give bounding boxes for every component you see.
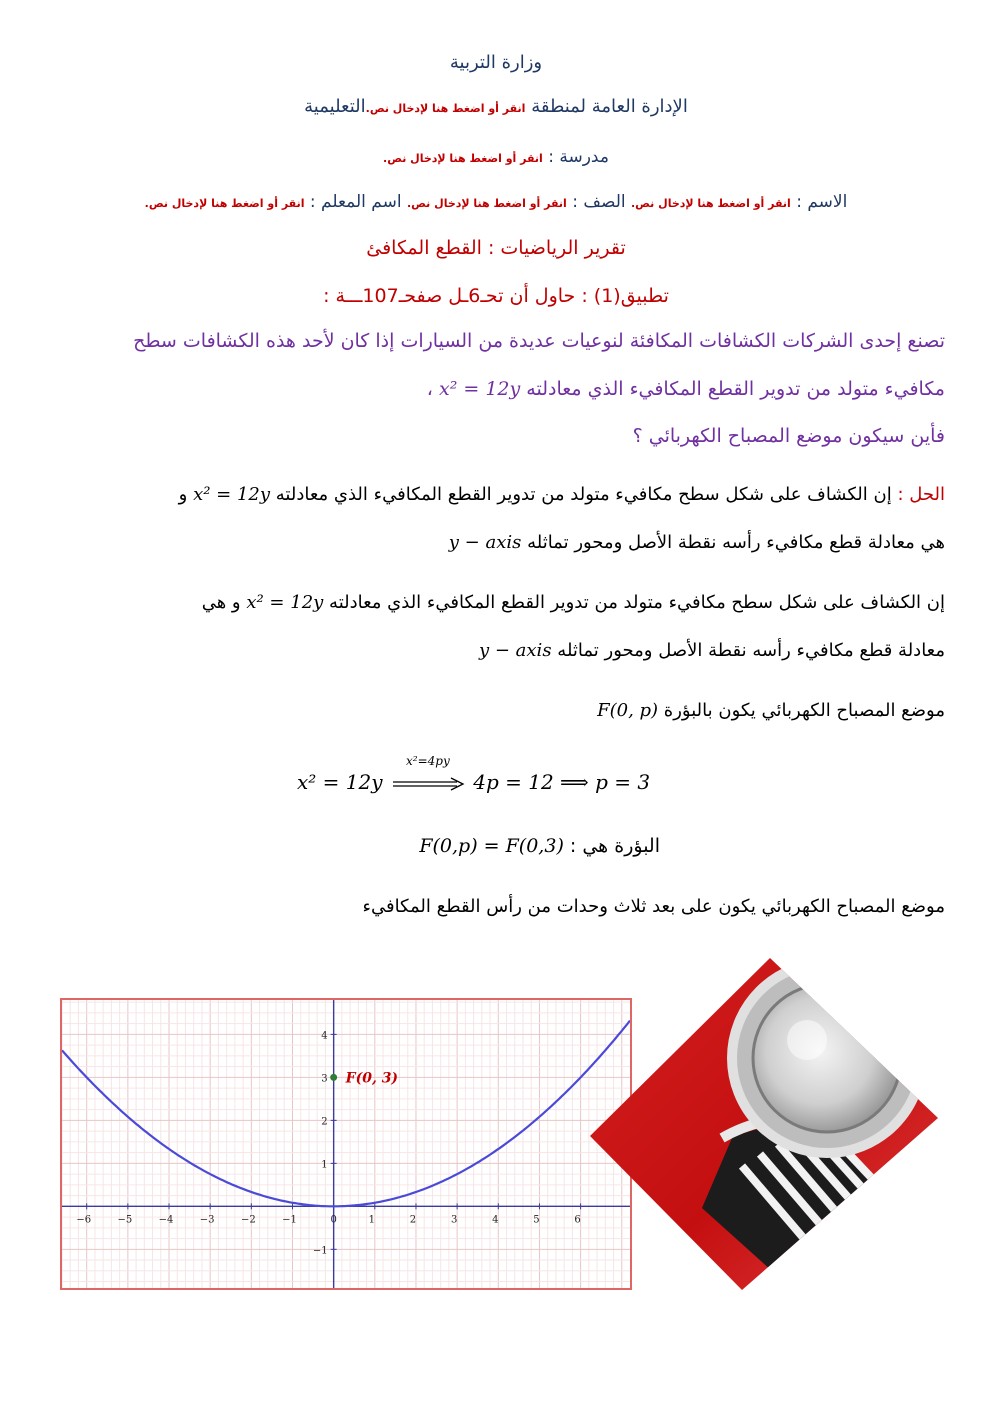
x-tick-label: −3 [199, 1214, 215, 1226]
eq-right: 4p = 12 ⟹ p = 3 [473, 770, 651, 794]
x-tick-label: −1 [282, 1214, 297, 1226]
solution-p2-equation: x² = 12y [246, 592, 324, 613]
directorate-prefix: الإدارة العامة لمنطقة [531, 96, 688, 117]
application-title: تطبيق(1) : حاول أن تحـ6ـل صفحـ107ـــة : [323, 285, 669, 307]
y-tick-label: 3 [321, 1073, 328, 1085]
conclusion-line: موضع المصباح الكهربائي يكون على بعد ثلاث وحدات من رأس القطع المكافيء [362, 896, 945, 917]
eq-arrow-label: x²=4py [406, 754, 450, 768]
solution-p2-line2 [95, 640, 945, 661]
car-headlight-photo [582, 948, 947, 1298]
derivation-equation [297, 754, 697, 794]
x-tick-label: −6 [76, 1214, 92, 1226]
x-tick-label: 5 [533, 1214, 540, 1226]
y-tick-label: 4 [321, 1030, 328, 1042]
parabola-graph-svg [62, 1000, 630, 1288]
school-field[interactable]: انقر أو اضغط هنا لإدخال نص. [383, 152, 543, 165]
y-tick-label: −1 [312, 1245, 328, 1257]
info-line [0, 192, 992, 212]
problem-line-2 [95, 378, 945, 400]
solution-p1-line2 [95, 532, 945, 553]
school-label: مدرسة : [548, 147, 609, 167]
eq-left: x² = 12y [297, 770, 383, 794]
solution-p1-text: إن الكشاف على شكل سطح مكافيء متولد من تدوير القطع المكافيء الذي معادلته [275, 484, 892, 505]
focus-is-label: البؤرة هي : [569, 835, 660, 857]
solution-label: الحل : [897, 484, 945, 505]
teacher-label: اسم المعلم : [309, 192, 402, 212]
focus-point [330, 1074, 337, 1081]
directorate-suffix: التعليمية [304, 96, 366, 117]
x-tick-label: 4 [492, 1214, 499, 1226]
x-tick-label: 2 [409, 1214, 417, 1226]
ministry-title: وزارة التربية [449, 52, 543, 73]
solution-p1-axis: y − axis [448, 532, 522, 553]
solution-p1-end: و [178, 484, 188, 505]
x-tick-label: 1 [368, 1214, 375, 1226]
focus-line [95, 700, 945, 721]
x-tick-label: −4 [158, 1214, 174, 1226]
x-tick-label: 0 [330, 1214, 337, 1226]
solution-p2-text: إن الكشاف على شكل سطح مكافيء متولد من تدوير القطع المكافيء الذي معادلته [329, 592, 945, 613]
solution-p2-axis: y − axis [478, 640, 552, 661]
solution-p2-end: و هي [201, 592, 241, 613]
focus-result-line [340, 835, 660, 857]
focus-point-label: F(0, 3) [345, 1070, 399, 1087]
school-line [0, 147, 992, 167]
name-label: الاسم : [796, 192, 848, 212]
solution-p2-line2-text: معادلة قطع مكافيء رأسه نقطة الأصل ومحور تماثله [557, 640, 945, 661]
class-label: الصف : [572, 192, 626, 212]
report-title: تقرير الرياضيات : القطع المكافئ [366, 237, 626, 259]
solution-p1-equation: x² = 12y [193, 484, 271, 505]
y-tick-label: 1 [321, 1159, 328, 1171]
y-tick-label: 2 [321, 1116, 328, 1128]
solution-p1-line2-text: هي معادلة قطع مكافيء رأسه نقطة الأصل ومحور تماثله [527, 532, 945, 553]
name-field[interactable]: انقر أو اضغط هنا لإدخال نص. [631, 197, 791, 210]
x-tick-label: 6 [574, 1214, 581, 1226]
parabola-graph [60, 998, 632, 1290]
x-tick-label: −2 [240, 1214, 256, 1226]
problem-line-1: تصنع إحدى الشركات الكشافات المكافئة لنوعيات عديدة من السيارات إذا كان لأحد هذه الكشافات سطح [133, 330, 945, 352]
directorate-field[interactable]: انقر أو اضغط هنا لإدخال نص. [365, 102, 526, 115]
x-tick-label: 3 [450, 1214, 458, 1226]
problem-equation: x² = 12y [438, 378, 521, 400]
focus-value: F(0,p) = F(0,3) [419, 835, 564, 857]
solution-p1-line1 [95, 484, 945, 505]
long-right-double-arrow-icon [391, 776, 465, 792]
parabola-curve [62, 1021, 630, 1207]
eq-arrow [389, 754, 467, 794]
problem-line-2-end: ، [426, 378, 433, 400]
problem-line-3: فأين سيكون موضع المصباح الكهربائي ؟ [632, 425, 945, 447]
directorate-line [0, 96, 992, 117]
problem-line-2-text: مكافيء متولد من تدوير القطع المكافيء الذي معادلته [526, 378, 945, 400]
class-field[interactable]: انقر أو اضغط هنا لإدخال نص. [407, 197, 567, 210]
focus-line-text: موضع المصباح الكهربائي يكون بالبؤرة [663, 700, 945, 721]
focus-line-math: F(0, p) [597, 700, 659, 721]
x-tick-label: −5 [117, 1214, 133, 1226]
solution-p2-line1 [95, 592, 945, 613]
teacher-field[interactable]: انقر أو اضغط هنا لإدخال نص. [144, 197, 305, 210]
